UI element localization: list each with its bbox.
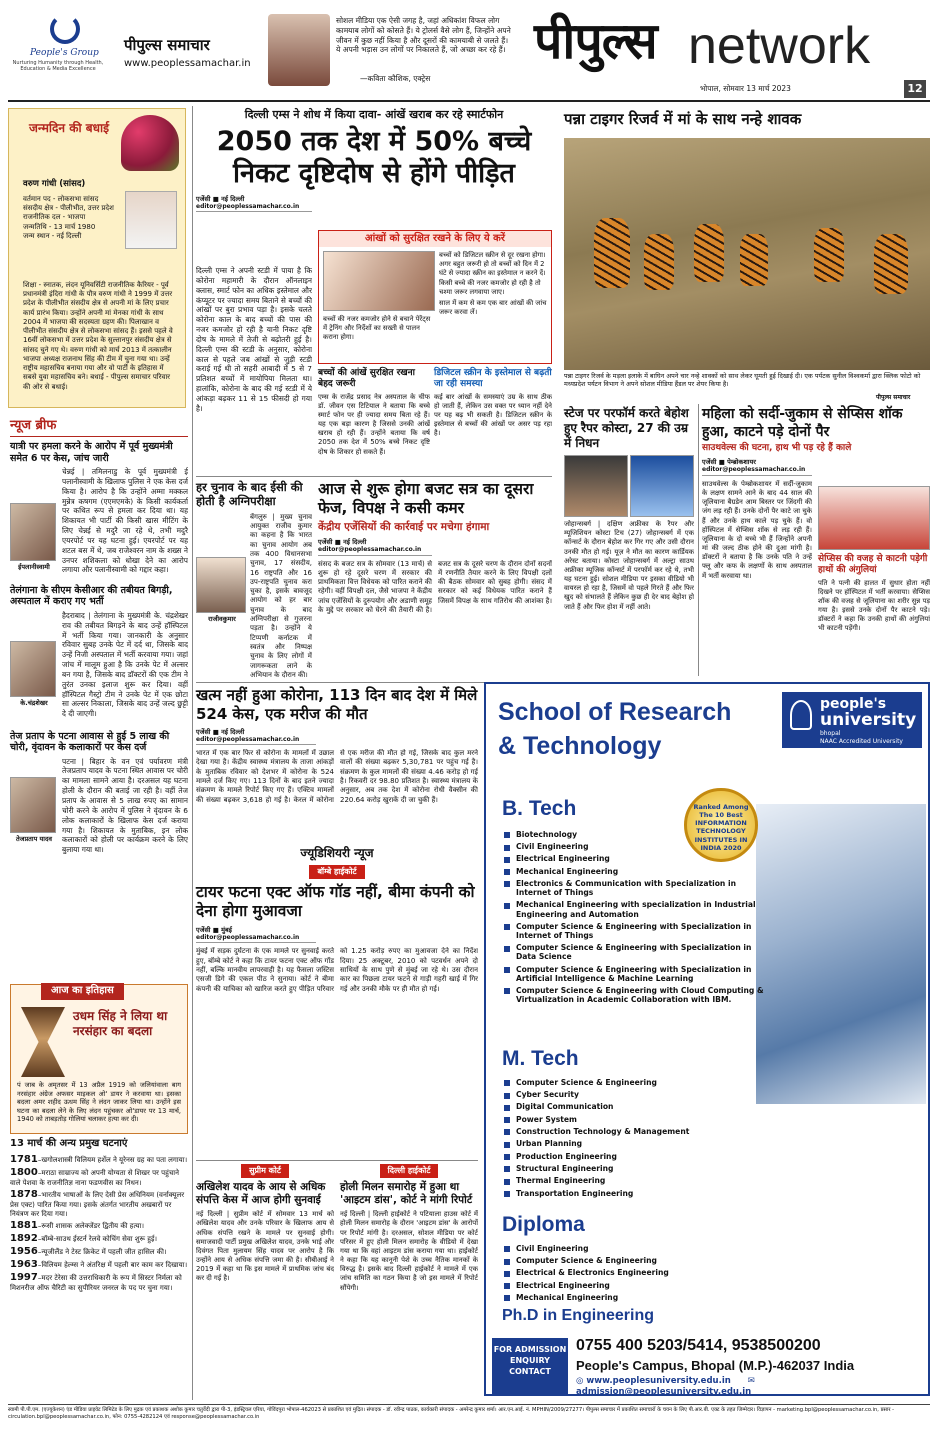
costa-stage-photo (630, 455, 694, 517)
eye-care-tip: किसी बच्चे की नजर कमजोर हो रही है तो चश्मा जरूर लगवाया जाए। (439, 279, 541, 297)
course-item: Computer Science & Engineering with Specialization in Internet of Things (502, 920, 772, 941)
corona-body: भारत में एक बार फिर से कोरोना के मामलों में उछाल देखा गया है। केंद्रीय स्वास्थ्य मंत्रालय के ताजा आंकड़ों के मुताबिक रविवार को देशभर में कोरोना के 524 मामले दर्ज किए गए। 113 दिनों के बाद इतने ज्यादा संक्रमण के मामले रिपोर्ट किए गए हैं। एक्टिव मामलों की संख्या बढ़कर 3,618 हो गई है। केरल में कोरोना से एक मरीज की मौत हो गई, जिसके बाद कुल मरने वालों की संख्या बढ़कर 5,30,781 पर पहुंच गई है। संक्रमण के कुल मामलों की संख्या 4.46 करोड़ हो गई है। रिकवरी दर 98.80 प्रतिशत है। स्वास्थ्य मंत्रालय के अनुसार, अब तक देश में कोरोना रोधी वैक्सीन की 220.64 करोड़ खुराकें दी जा चुकी हैं। (196, 749, 478, 804)
course-item: Mechanical Engineering (502, 1291, 752, 1303)
delhi-hc-story (340, 1164, 478, 1390)
course-item: Thermal Engineering (502, 1175, 752, 1187)
brief-title[interactable]: तेज प्रताप के पटना आवास से हुई 5 लाख की चोरी, वृंदावन के कलाकारों पर केस दर्ज (10, 730, 170, 754)
mtech-label: M. Tech (502, 1047, 579, 1070)
brief-item (10, 585, 188, 725)
ad-website[interactable]: www.peoplesuniversity.edu.in (586, 1376, 731, 1386)
lead-side-1-body: एम्स के राजेंद्र प्रसाद नेत्र अस्पताल के चीफ डॉ. जीवन एस टिटियाल ने बताया कि बच्चे स्मार्ट फोन पर ही ज्यादा समय बिता रहे हैं। यह एक बड़ा कारण है जिससे उनकी आंखें खराब हो रही हैं। उन्होंने बताया कि वर्ष 2050 तक देश में 50% बच्चे निकट दृष्टि दोष के शिकार हो सकते हैं। (318, 392, 430, 456)
globe-icon: ◎ (576, 1376, 587, 1386)
corona-byline: एजेंसी ■ नई दिल्ली (196, 727, 245, 736)
ad-header (486, 684, 928, 784)
mtech-list (502, 1076, 752, 1199)
brief-body: हैदराबाद | तेलंगाना के मुख्यमंत्री के. चंद्रशेखर राव की तबीयत बिगड़ने के बाद उन्हें हॉस्पिटल में भर्ती किया गया। जानकारी के अनुसार रविवार सुबह उनके पेट में दर्द था, जिसके बाद उन्हें निजी अस्पताल में भर्ती करवाया गया। जहां जांच में मालूम हुआ है कि उनके पेट में अल्सर बन गया है, जिसके बाद डॉक्टरों की एक टीम ने तुरंत उनका इलाज शुरू कर दिया। वहीं हॉस्पिटल गैस्ट्रो टीम ने उनके पेट में एक छोटा सा अल्सर निकाला, जिसके बाद उन्हें जल्द छुट्टी दे दी जाएगी। (62, 610, 188, 719)
ad-address: People's Campus, Bhopal (M.P.)-462037 India (576, 1358, 855, 1373)
election-photo-caption: राजीवकुमार (208, 614, 236, 623)
sc-body: नई दिल्ली | सुप्रीम कोर्ट में सोमवार 13 मार्च को अखिलेश यादव और उनके परिवार के खिलाफ आय से अधिक संपत्ति रखने के मामले पर सुनवाई होगी। समाजवादी पार्टी प्रमुख अखिलेश यादव, उनके भाई और दिवंगत पिता मुलायम सिंह यादव पर आरोप है कि उन्होंने आय से अधिक संपत्ति जमा की है। सीबीआई ने 2019 में कहा था कि इस मामले में प्राथमिक जांच बंद कर दी गई है। (196, 1210, 334, 1283)
judiciary-section (196, 846, 478, 1051)
birthday-box (8, 108, 186, 408)
lead-headline[interactable]: 2050 तक देश में 50% बच्चे निकट दृष्टिदोष से होंगे पीड़ित (216, 125, 532, 190)
costa-photo (564, 455, 628, 517)
election-body: बेंगलुरु | मुख्य चुनाव आयुक्त राजीव कुमार का कहना है कि भारत का चुनाव आयोग अब तक 400 विधानसभा चुनाव, 17 संसदीय, 16 राष्ट्रपति और 16 उप-राष्ट्रपति चुनाव करा चुका है, इसके बावजूद आयोग को हर बार चुनाव के बाद अग्निपरीक्षा से गुजरना पड़ता है। उन्होंने ये टिप्पणी कर्नाटक में स्वतंत्र और निष्पक्ष चुनाव के लिए लोगों में जागरूकता लाने के अभियान के दौरान की। (250, 512, 312, 679)
lead-side-1-title: बच्चों की आंखें सुरक्षित रखना बेहद जरूरी (318, 368, 415, 390)
page-number: 12 (904, 80, 926, 98)
peoples-group-logo (50, 14, 80, 44)
lead-email[interactable]: editor@peoplessamachar.co.in (196, 203, 312, 213)
course-item: Mechanical Engineering (502, 865, 772, 877)
course-item: Civil Engineering (502, 841, 772, 853)
judiciary-body: मुंबई में सड़क दुर्घटना के एक मामले पर सुनवाई करते हुए, बॉम्बे कोर्ट ने कहा कि टायर फटना एक्ट ऑफ गॉड नहीं, बल्कि मानवीय लापरवाही है। यह फैसला जस्टिस एसजी डिगे की एकल पीठ ने सुनाया। कोर्ट ने बीमा कंपनी की याचिका को खारिज करते हुए पीड़ित परिवार को 1.25 करोड़ रुपए का मुआवजा देने का निर्देश दिया। 25 अक्टूबर, 2010 को पटवर्धन अपने दो साथियों के साथ पुणे से मुंबई जा रहे थे। उस दौरान कार का पिछला टायर फटने से गाड़ी गहरी खाई में गिर गई और उनकी मौके पर ही मौत हो गई। (196, 947, 478, 993)
brief-item (10, 731, 188, 861)
diploma-label: Diploma (502, 1213, 585, 1236)
brief-title[interactable]: यात्री पर हमला करने के आरोप में पूर्व मुख्यमंत्री समेत 6 पर केस, जांच जारी (10, 441, 173, 464)
tiger-icon (740, 234, 768, 286)
news-brief-label: न्यूज ब्रीफ (10, 418, 57, 433)
election-title[interactable]: हर चुनाव के बाद ईसी की होती है अग्निपरीक्षा (196, 480, 303, 509)
lead-story (196, 108, 552, 212)
costa-story (564, 406, 694, 684)
course-item: Biotechnology (502, 828, 772, 840)
election-story (196, 480, 312, 703)
course-item: Computer Science & Engineering (502, 1076, 752, 1088)
tiger-icon (594, 218, 630, 288)
ad-title-line2: & Technology (498, 731, 662, 760)
brief-photo-caption: ईपलानीस्वामी (18, 563, 50, 572)
diploma-section (502, 1212, 752, 1304)
engineering-collage-image (756, 804, 926, 1104)
paper-name: पीपुल्स समाचार (124, 36, 210, 54)
budget-subhead: केंद्रीय एजेंसियों की कार्रवाई पर मचेगा हंगामा (318, 520, 490, 533)
logo-top: people's (820, 696, 887, 712)
course-item: Electrical Engineering (502, 1279, 752, 1291)
mail-icon: ✉ (747, 1376, 755, 1386)
sepsis-email[interactable]: editor@peoplessamachar.co.in (702, 466, 812, 476)
sepsis-headline[interactable]: महिला को सर्दी-जुकाम से सेप्सिस शॉक हुआ, काटने पड़े दोनों पैर (702, 406, 903, 440)
ad-web-row (576, 1376, 928, 1397)
masthead-hindi: पीपुल्स (534, 12, 657, 70)
ad-title (498, 696, 731, 764)
course-item: Production Engineering (502, 1150, 752, 1162)
budget-byline: एजेंसी ■ नई दिल्ली (318, 537, 367, 546)
budget-headline[interactable]: आज से शुरू होगा बजट सत्र का दूसरा फेज, विपक्ष ने कसी कमर (318, 480, 534, 518)
history-events (10, 1153, 188, 1393)
history-other-heading: 13 मार्च की अन्य प्रमुख घटनाएं (10, 1138, 128, 1149)
tiger-headline[interactable]: पन्ना टाइगर रिजर्व में मां के साथ नन्हे शावक (564, 110, 802, 128)
section-rule (196, 476, 552, 477)
sepsis-body: साउथवेल्स के पेम्ब्रोकशायर में सर्दी-जुकाम के लक्षण सामने आने के बाद 44 साल की जूलियाना बैग्रडेन आम बिस्तर पर जिंदगी की जंग लड़ रही हैं। उनके दोनों पैर काटे जा चुके हैं और उनके हाथ काले पड़ चुके हैं। वो हॉस्पिटल में सेप्सिस शॉक से लड़ रही हैं। जूलियाना के दो बच्चे भी हैं जिन्होंने अपनी मां की जल्द ठीक होने की दुआ मांगी है। डॉक्टरों ने बताया है कि उनके पति ने उन्हें फ्लू और कफ के लक्षणों के साथ अस्पताल में भर्ती करवाया था। (702, 479, 812, 580)
phd-label: Ph.D in Engineering (502, 1307, 655, 1324)
course-item: Structural Engineering (502, 1162, 752, 1174)
birthday-detail: राजनीतिक दल - भाजपा (23, 213, 86, 222)
sepsis-photo (818, 486, 930, 550)
brief-photo (10, 641, 56, 697)
logo-city: bhopal (820, 730, 841, 737)
eye-care-left-tip: बच्चों की नजर कमजोर होने से बचाने पेरेंट्स में ट्रेनिंग और निर्देशों का सख्ती से पालन कराना होगा। (323, 315, 431, 341)
hc-headline[interactable]: होली मिलन समारोह में हुआ था 'आइटम डांस', कोर्ट ने मांगी रिपोर्ट (340, 1181, 473, 1207)
costa-body: जोहान्सबर्ग | दक्षिण अफ्रीका के रैपर और म्यूजिशियन कोस्टा टिच (27) जोहान्सबर्ग में एक कॉन्सर्ट के दौरान बेहोश कर गिर गए और उसी दौरान उनकी मौत हो गई। यूज़ ने मौत का कारण कार्डियक अरेस्ट बताया। कोस्टा जोहान्सबर्ग में अल्ट्रा साउथ अफ्रीका म्यूजिक कॉन्सर्ट में परफॉर्म कर रहे थे, तभी यह घटना हुई। सोशल मीडिया पर इसका वीडियो भी वायरल हो रहा है, जिसमें वो पहले गिरते हैं और फिर खुद को संभालते हैं लेकिन कुछ ही देर बाद बेहोश हो जाते हैं और फिर होश में नहीं आते। (564, 520, 694, 611)
history-event: 1956–न्यूजीलैंड ने टेस्ट क्रिकेट में पहली जीत हासिल की। (10, 1246, 167, 1258)
column-divider (192, 106, 193, 1400)
university-advertisement[interactable] (484, 682, 930, 1396)
sepsis-box-title: सेप्सिस की वजह से काटनी पड़ेगी हाथों की अंगुलियां (818, 554, 928, 576)
tiger-icon (694, 224, 724, 282)
phd-section (502, 1306, 922, 1326)
paper-url[interactable]: www.peoplessamachar.in (124, 58, 251, 69)
course-item: Urban Planning (502, 1138, 752, 1150)
judiciary-court-tag: बॉम्बे हाईकोर्ट (309, 865, 364, 879)
course-item: Computer Science & Engineering with Specialization in Artificial Intelligence & Machine Learning (502, 963, 772, 984)
history-event: 1878–भारतीय भाषाओं के लिए देसी प्रेस अधिनियम (वर्नाक्यूलर प्रेस एक्ट) पारित किया गया। इसके अंतर्गत भारतीय अखबारों पर नियंत्रण कर दिया गया। (10, 1189, 185, 1219)
sepsis-box-body: पति ने पत्नी की हालत में सुधार होता नहीं दिखने पर हॉस्पिटल में भर्ती करवाया। सेप्सिस शॉक की वजह से जूलियाना का शरीर सुन्न पड़ गया है। इससे उनके दोनों पैर काटने पड़े। डॉक्टरों ने कहा कि उनकी हाथों की अंगुलियां भी काटनी पड़ेंगी। (818, 578, 930, 632)
eye-care-tip: साल में कम से कम एक बार आंखों की जांच जरूर करवा लें। (439, 299, 547, 316)
quote-author: —कविता कौशिक, एक्ट्रेस (360, 74, 431, 83)
admission-enquiry: FOR ADMISSION ENQUIRY CONTACT (492, 1338, 568, 1394)
birthday-detail: जन्मतिथि - 13 मार्च 1980 (23, 222, 96, 231)
university-crest-icon (790, 700, 812, 730)
course-item: Cyber Security (502, 1089, 752, 1101)
course-item: Computer Science & Engineering (502, 1255, 752, 1267)
brief-item (10, 441, 188, 579)
tiger-icon (644, 234, 674, 290)
ad-title-line1: School of Research (498, 698, 732, 726)
brief-photo-caption: तेजप्रताप यादव (15, 834, 53, 843)
header-rule (8, 100, 930, 102)
course-item: Mechanical Engineering with specialization in Industrial Engineering and Automation (502, 899, 772, 920)
column-divider (698, 404, 699, 676)
lead-side-2-body: कई बार आंखों के समस्याएं उम्र के साथ ठीक हो जाती हैं, लेकिन उस वक्त पर ध्यान नहीं देने पर यह बढ़ भी सकती है। डिजिटल स्क्रीन के इस्तेमाल से बच्चों की आंखों पर असर पड़ रहा है। (434, 392, 552, 438)
course-item: Computer Science & Engineering with Specialization in Data Science (502, 942, 772, 963)
budget-story (318, 480, 552, 666)
children-photo (323, 251, 435, 311)
history-section (10, 984, 188, 1398)
history-event: 1781–खगोलशास्त्री विलियम हर्शेल ने यूरेनस ग्रह का पता लगाया। (10, 1154, 188, 1165)
lead-side-2-title: डिजिटल स्क्रीन के इस्तेमाल से बढ़ती जा रही समस्या (434, 368, 552, 390)
birthday-detail: संसदीय क्षेत्र - पीलीभीत, उत्तर प्रदेश (23, 204, 114, 213)
news-brief (10, 418, 188, 861)
budget-email[interactable]: editor@peoplessamachar.co.in (318, 546, 432, 556)
peoples-group-name: People's Group (30, 48, 99, 58)
course-item: Electrical Engineering (502, 853, 772, 865)
hc-tag: दिल्ली हाईकोर्ट (380, 1164, 439, 1178)
tiger-icon (814, 228, 844, 282)
ad-email[interactable]: admission@peoplesuniversity.edu.in (576, 1386, 752, 1397)
corona-headline[interactable]: खत्म नहीं हुआ कोरोना, 113 दिन बाद देश में मिले 524 केस, एक मरीज की मौत (196, 686, 478, 723)
birthday-detail: वर्तमान पद - लोकसभा सांसद (23, 195, 99, 203)
course-item: Computer Science & Engineering with Cloud Computing & Virtualization in Academic Collaboration with IBM. (502, 984, 772, 1005)
btech-label: B. Tech (502, 797, 577, 820)
election-photo (196, 557, 246, 613)
lead-body: दिल्ली एम्स ने अपनी स्टडी में पाया है कि कोरोना महामारी के दौरान ऑनलाइन क्लास, स्मार्ट फोन का अधिक इस्तेमाल और कंप्यूटर पर ज्यादा समय बिताने से बच्चों की आंखों पर बुरा प्रभाव पड़ा है। इसके चलते कोरोना काल के बाद बच्चों की पास की नजर कमजोर हो रही है यानी निकट दृष्टि दोष के मामले में तेजी से बढ़ोतरी हुई है। दिल्ली एम्स की स्टडी के अनुसार, कोरोना काल से पहले जब आंखों से जुड़ी स्टडी कराई गई थी तो सहरी आबादी में 5 से 7 प्रतिशत बच्चों में मायोपिया मिलता था। हालांकि, कोरोना के बाद की गई स्टडी में ये आंकड़ा बढ़कर 11 से 15 फीसदी हो गया है। (196, 266, 312, 413)
brief-body: पटना | बिहार के वन एवं पर्यावरण मंत्री तेजप्रताप यादव के पटना स्थित आवास पर चोरी का मामला सामने आया है। दरअसल यह घटना होली के दौरान की बताई जा रही है। वहीं तेज प्रताप के आवास से 5 लाख रुपए का सामान चोरी करने के आरोप में पुलिस ने वृंदावन के 6 लोक कलाकारों के खिलाफ केस दर्ज कराया गया है। शिकायत के मुताबिक, इन लोक कलाकारों को होली पर कार्यक्रम करने के लिए बुलाया गया था। (62, 756, 188, 855)
sepsis-subhead: साउथवेल्स की घटना, हाथ भी पड़ रहे हैं काले (702, 443, 852, 453)
tiger-photo (564, 138, 930, 370)
ad-contact (486, 1336, 928, 1397)
judiciary-email[interactable]: editor@peoplessamachar.co.in (196, 934, 316, 944)
history-event: 1892–बॉम्बे-साउथ ईस्टर्न रेलवे कोचिंग सेवा शुरू हुई। (10, 1233, 158, 1245)
logo-main: university (820, 710, 917, 730)
judiciary-byline: एजेंसी ■ मुंबई (196, 925, 232, 934)
btech-section (502, 796, 772, 1006)
masthead-english: network (688, 17, 871, 75)
btech-list (502, 828, 772, 1006)
history-tag: आज का इतिहास (41, 983, 124, 1000)
university-logo (782, 692, 922, 748)
lead-kicker: दिल्ली एम्स ने शोध में किया दावा- आंखें खराब कर रहे स्मार्टफोन (244, 108, 504, 121)
course-item: Construction Technology & Management (502, 1125, 752, 1137)
birthday-detail: जन्म स्थान - नई दिल्ली (23, 231, 82, 240)
lead-byline: एजेंसी ■ नई दिल्ली (196, 194, 245, 203)
history-event: 1800–मराठा साम्राज्य को अपनी योग्यता से शिखर पर पहुंचाने वाले पेशवा के राजनीतिज्ञ नाना फडणवीस का निधन। (10, 1167, 179, 1187)
course-item: Civil Engineering (502, 1242, 752, 1254)
dateline: भोपाल, सोमवार 13 मार्च 2023 (700, 84, 791, 93)
brief-title[interactable]: तेलंगाना के सीएम केसीआर की तबीयत बिगड़ी, अस्पताल में कराए गए भर्ती (10, 585, 173, 608)
sepsis-byline: एजेंसी ■ पेम्ब्रोकशायर (702, 458, 756, 467)
lead-side-story-2 (434, 368, 552, 471)
history-body: पं जाब के अमृतसर में 13 अप्रैल 1919 को जलियांवाला बाग नरसंहार अंग्रेज अफसर माइकल ओ' डायर ने करवाया था। इसका बदला अमर शहीद ऊधम सिंह ने लंदन जाकर लिया था। उन्होंने इस घटना का बदला लेने के लिए लंदन पहुंचकर ओ'डायर पर 13 मार्च, 1940 को ताबड़तोड़ गोलियां चलाकर हत्या कर दी। (17, 1081, 181, 1124)
brief-photo (10, 503, 56, 561)
history-title: उधम सिंह ने लिया था नरसंहार का बदला (73, 1009, 168, 1038)
page-header (0, 0, 945, 100)
budget-body: संसद के बजट सत्र के सोमवार (13 मार्च) से शुरू हो रहे दूसरे चरण में सरकार की प्राथमिकता वित्त विधेयक को पारित कराने की रहेगी। वहीं विपक्षी दल, जैसे भाजपा ने केंद्रीय जांच एजेंसियों के दुरुपयोग और अडाणी समूह के मुद्दे पर सरकार को घेरने की तैयारी की है। बजट सत्र के दूसरे चरण के दौरान दोनों सदनों में रणनीति तैयार करने के लिए विपक्षी दलों की बैठक सोमवार को सुबह होगी। संसद में सरकार को कई विधेयक पारित कराने हैं जिसमें विपक्ष के साथ गतिरोध की आशंका है। (318, 559, 552, 614)
history-event: 1997–मदर टेरेसा की उत्तराधिकारी के रूप में सिस्टर निर्मला को मिशनरीज ऑफ चैरिटी का सुपीरियर जनरल के पद पर चुना गया। (10, 1272, 182, 1293)
tiger-credit: पीपुल्स समाचार (876, 394, 911, 401)
course-item: Electronics & Communication with Specialization in Internet of Things (502, 877, 772, 898)
imprint-footer: स्वामी पी.पी.एम. (एज्युकेशन) एंड मीडिया प्राइवेट लिमिटेड के लिए मुद्रक एवं प्रकाशक अशोक कुमार चतुर्वेदी द्वारा पी-3, इंडस्ट्रियल एरिया, गोविंदपुरा भोपाल-462023 से प्रकाशित एवं मुद्रित। संपादक - डॉ. रवीन्द्र पाठक, कार्यकारी संपादक - अमरेन्द्र कुमार शर्मा। आर.एन.आई. नं. MPHIN/2009/27277। पीपुल्स समाचार में प्रकाशित समाचारों के चयन के लिए पी.आर.बी. एक्ट के तहत जिम्मेदार। विज्ञापन - marketing.bpl@peoplessamachar.co.in, प्रसार - circulation.bpl@peoplessamachar.co.in, फोन: 0755-4282124 एवं response@peoplessamachar.co.in (8, 1404, 930, 1421)
course-item: Transportation Engineering (502, 1187, 752, 1199)
ad-phone[interactable]: 0755 400 5203/5414, 9538500200 (576, 1337, 821, 1354)
quote-author-photo (268, 14, 330, 86)
logo-naac: NAAC Accredited University (820, 738, 903, 745)
ranking-badge: Ranked Among The 10 Best INFORMATION TECHNOLOGY INSTITUTES IN INDIA 2020 (684, 788, 758, 862)
flower-basket-icon (121, 115, 179, 171)
quote-text: सोशल मीडिया एक ऐसी जगह है, जहां अधिकांश विफल लोग कामयाब लोगों को कोसते हैं। ये ट्रोलर्स वैसे लोग हैं, जिन्होंने अपने जीवन में कुछ नहीं किया है और दूसरों की कामयाबी से जलते हैं। ये अपनी भड़ास उन लोगों पर निकालते हैं, जो अच्छा कर रहे हैं। (336, 16, 511, 55)
sc-tag: सुप्रीम कोर्ट (241, 1164, 289, 1178)
costa-headline[interactable]: स्टेज पर परफॉर्म करते बेहोश हुए रैपर कोस्टा, 27 की उम्र में निधन (564, 406, 689, 450)
birthday-details (23, 195, 123, 241)
eye-care-tips (439, 251, 549, 317)
brief-photo (10, 777, 56, 833)
history-event: 1963–विलियम हेल्म्स ने अंतरिक्ष में पहली बार काम कर दिखाया। (10, 1259, 188, 1271)
mtech-section (502, 1046, 752, 1199)
tiger-caption: पन्ना टाइगर रिजर्व के मड़ला इलाके में बाघिन अपने चार नन्हे शावकों को साथ लेकर घूमती हुई दिखाई दी। एक पर्यटक सुनील विश्वकर्मा द्वारा क्लिक फोटो को मध्यप्रदेश पर्यटन विभाग ने अपने सोशल मीडिया हैंडल पर शेयर किया है। (564, 372, 921, 389)
lead-side-story-1 (318, 368, 430, 471)
history-event: 1881–रूसी शासक अलेक्जेंडर द्वितीय की हत्या। (10, 1220, 145, 1232)
course-item: Electrical & Electronics Engineering (502, 1267, 752, 1279)
eye-care-box-title: आंखों को सुरक्षित रखने के लिए ये करें (319, 231, 551, 247)
tiger-icon (874, 234, 908, 294)
birthday-person-name: वरुण गांधी (सांसद) (23, 179, 86, 189)
diploma-list (502, 1242, 752, 1303)
brief-body: चेन्नई | तमिलनाडु के पूर्व मुख्यमंत्री ई पलानीस्वामी के खिलाफ पुलिस ने एक केस दर्ज किया है। आरोप है कि उन्होंने अम्मा मक्कल मुन्नेत्र कषगम (एएमएमके) के किसी कार्यकर्ता पर कथित रूप से हमला कर दिया था। यह शिकायत भी पार्टी की किसी खास मीटिंग के लिए चेन्नई से मदुरै जा रहे थे, तभी मदुरै एयरपोर्ट पर यह घटना हुई। एयरपोर्ट पर यह शटल बस में थे, जब राजेश्वरन नाम के शख्स ने उनपर शशिकला को धोखा देने का आरोप लगाया और पलानीस्वामी को गद्दार कहा। (62, 467, 188, 575)
judiciary-label: ज्यूडिशियरी न्यूज (300, 846, 374, 860)
section-rule (196, 1160, 478, 1161)
eye-care-tip: बच्चों को डिजिटल स्क्रीन से दूर रखना होगा। अगर बहुत जरूरी हो तो बच्चों को दिन में 2 घंटे से ज्यादा स्क्रीन का इस्तेमाल न करने दें। (439, 251, 546, 277)
course-item: Digital Communication (502, 1101, 752, 1113)
course-item: Power System (502, 1113, 752, 1125)
birthday-person-photo (125, 191, 177, 249)
corona-story (196, 686, 478, 845)
judiciary-headline[interactable]: टायर फटना एक्ट ऑफ गॉड नहीं, बीमा कंपनी को देना होगा मुआवजा (196, 883, 475, 921)
birthday-body: शिक्षा - स्नातक, लंदन यूनिवर्सिटी राजनीतिक कैरियर - पूर्व प्रधानमंत्री इंदिरा गांधी के पौत्र वरुण गांधी ने 1999 में उत्तर प्रदेश के पीलीभीत संसदीय क्षेत्र से अपनी मां के लिए प्रचार कार्य प्रारंभ किया। उन्होंने अपनी मां मेनका गांधी के साथ 2004 में भाजपा की सदस्यता ग्रहण की। पिलाखान व पीलीभीत संसदीय क्षेत्र से लोकसभा सांसद हैं। इससे पहले वे 16वीं लोकसभा में उत्तर प्रदेश के सुल्तानपुर संसदीय क्षेत्र से सांसद चुने गए थे। वरुण गांधी को मार्च 2013 में तत्कालीन भाजपा अध्यक्ष राजनाथ सिंह की टीम में चुना गया था। उन्हें राष्ट्रीय महासचिव बनाया गया और वो पार्टी के इतिहास में सबसे युवा महासचिव बने। बधाई - पीपुल्स समाचार परिवार की ओर से बधाई। (23, 281, 173, 391)
sepsis-box (818, 554, 930, 661)
corona-email[interactable]: editor@peoplessamachar.co.in (196, 736, 316, 746)
supreme-court-story (196, 1164, 334, 1390)
eye-care-box (318, 230, 552, 364)
birthday-heading: जन्मदिन की बधाई (29, 121, 109, 135)
brief-photo-caption: के.चंद्रशेखर (20, 698, 48, 707)
peoples-group-tagline: Nurturing Humanity through Health, Education & Media Excellence (12, 60, 104, 73)
sc-headline[interactable]: अखिलेश यादव के आय से अधिक संपत्ति केस में आज होगी सुनवाई (196, 1181, 326, 1207)
hourglass-icon (21, 1007, 65, 1077)
hc-body: नई दिल्ली | दिल्ली हाईकोर्ट ने पटियाला हाउस कोर्ट में होली मिलन समारोह के दौरान 'आइटम डांस' के आरोपों पर रिपोर्ट मांगी है। दरअसल, सोशल मीडिया पर कोर्ट परिसर में हुए होली मिलन समारोह के वीडियो में देखा गया था कि वहां आइटम डांस कराया गया था। हाईकोर्ट ने कहा कि यह कानूनी पेशे के उच्च नैतिक मानकों के विरुद्ध है। इसके बाद दिल्ली हाईकोर्ट ने मामले में एक जांच समिति का गठन किया है जो इस मामले में रिपोर्ट सौंपेगी। (340, 1210, 478, 1292)
